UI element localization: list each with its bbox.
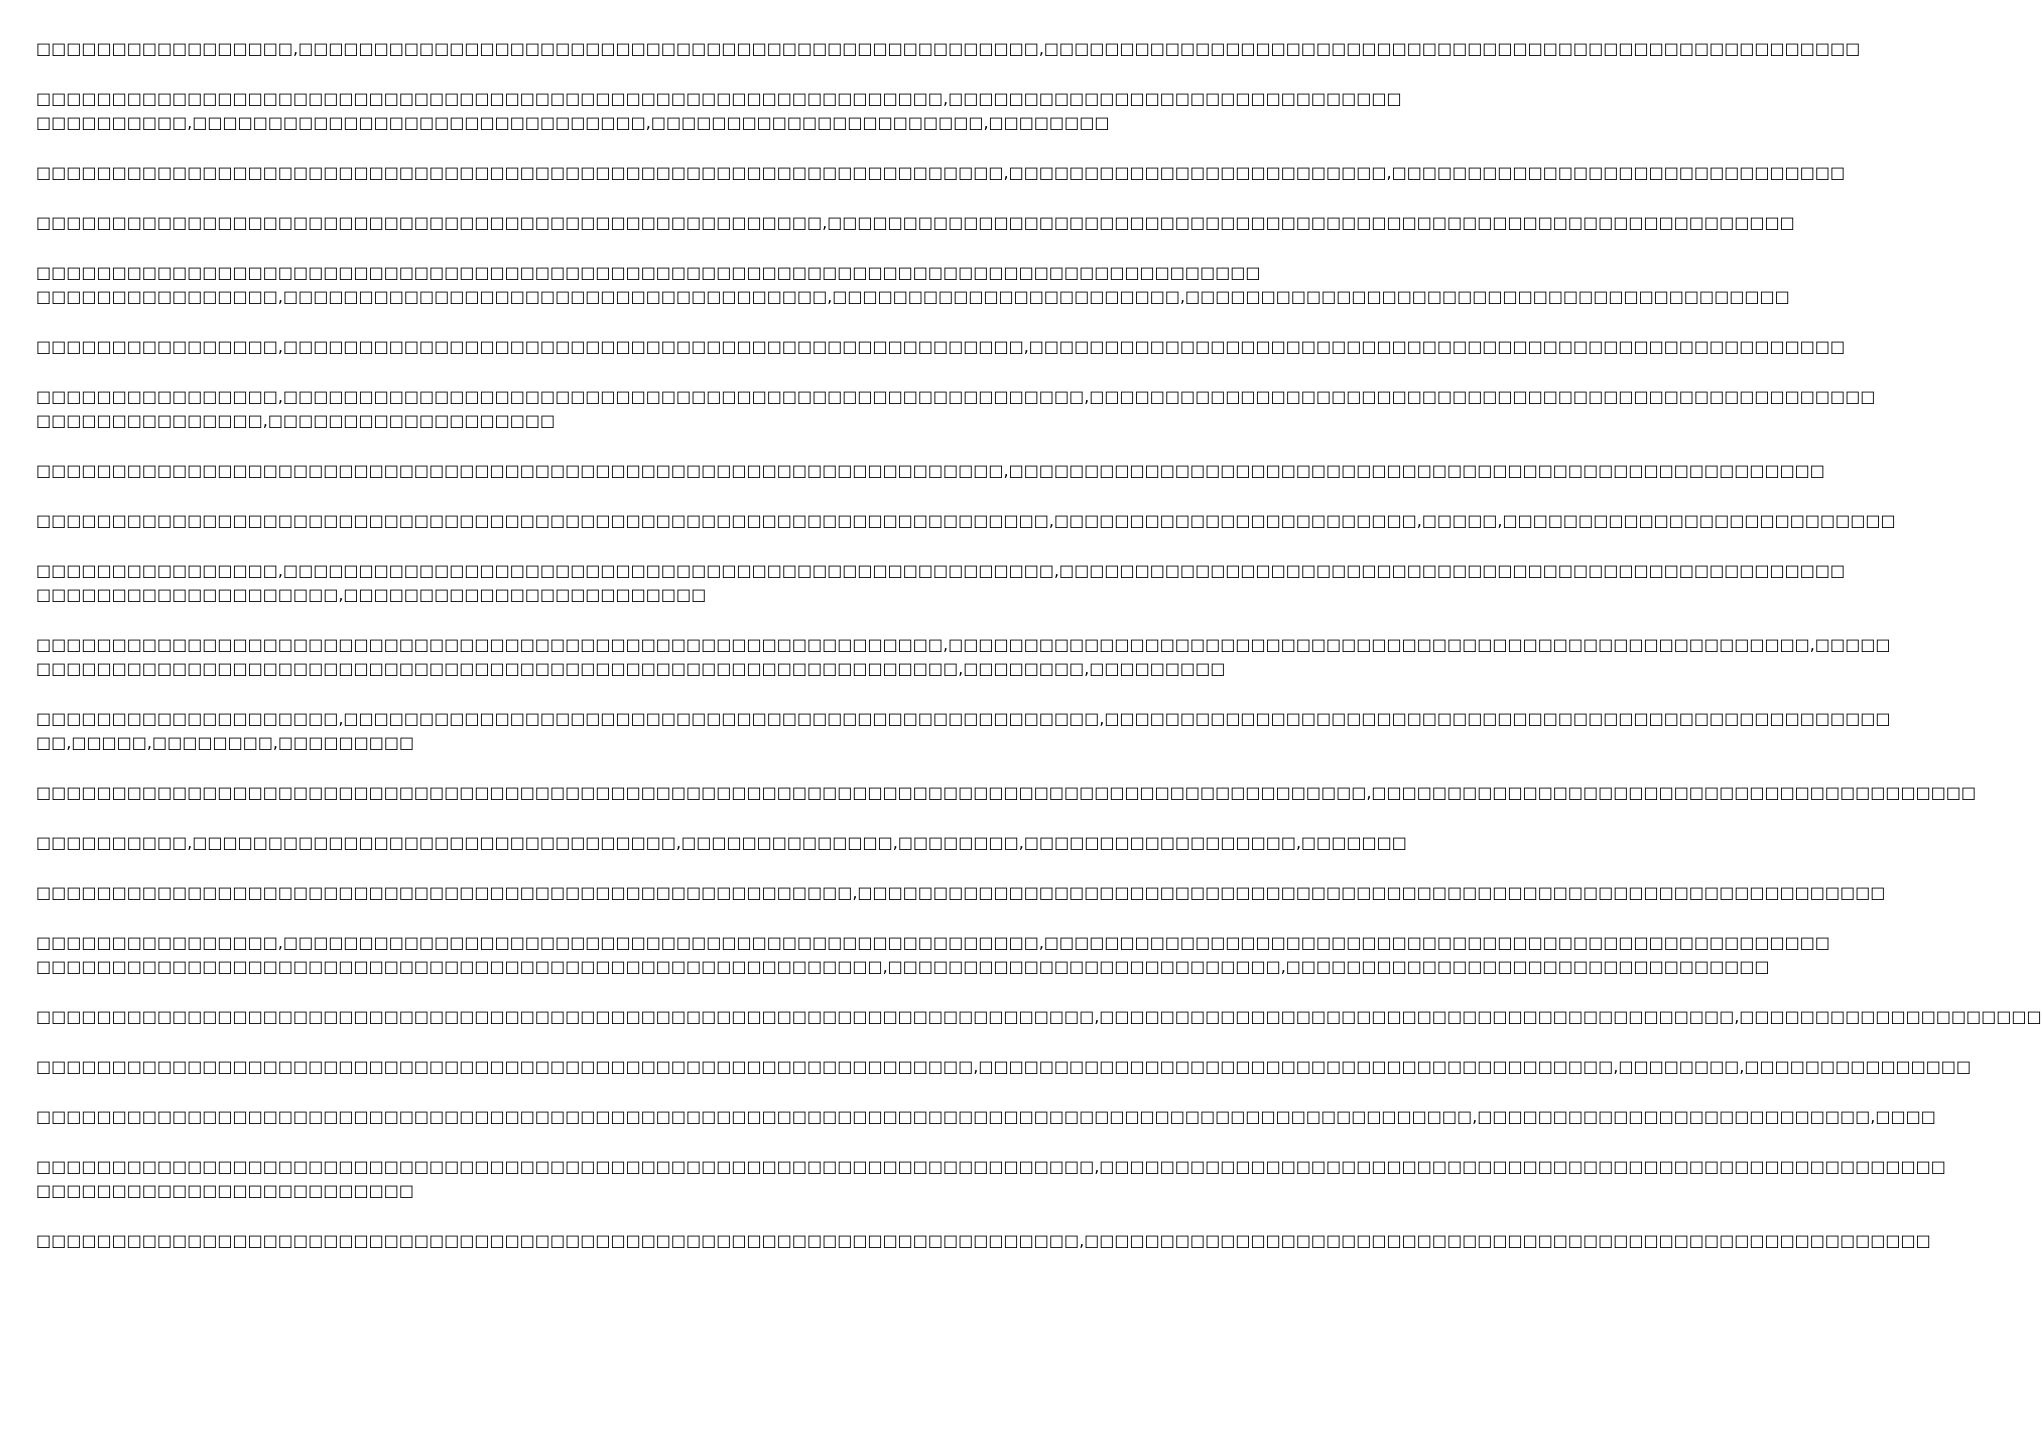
paragraph (36, 261, 1790, 309)
text-line: □□□□□□□□□□□□□□□□□□□□□□□□□□□□□□□□□□□□□□□□□□□□□□□□□□□□,□□□□□□□□□□□□□□□□□□□□□□□□□□□□□□□□□□□□□□□□□□□□□□□□□□□□□□□□□□□□□□□□ (36, 213, 1795, 232)
text-line: □□□□□□□□□□□□□□□□,□□□□□□□□□□□□□□□□□□□□□□□□□□□□□□□□□□□□□□□□□□□□□□□□□,□□□□□□□□□□□□□□□□□□□□□□□□□□□□□□□□□□□□□□□□□□□□□□□□□□□□□□ (36, 337, 1846, 356)
paragraph (36, 831, 1407, 855)
text-line: □□□□□□□□□□□□□□□□□□□□□□□□□□□□□□□□□□□□□□□□□□□□□□□□□□□□□□□□□□□□□□□□□□□,□□□□□□□□□□□□□□□□□□□□□□□□,□□□□□,□□□□□□□□□□□□□□□□□□□□□□□□□□ (36, 511, 1896, 530)
paragraph (36, 633, 1891, 681)
text-line: □□□□□□□□□□□□□□□□□□□□□□□□□ (36, 1181, 414, 1200)
text-line: □□□□□□□□□□□□□□□□□□□□□□□□□□□□□□□□□□□□□□□□□□□□□□□□□□□□□□□□□□□□□□□□□□□□□,□□□□□□□□□□□□□□□□□□□□□□□□□□□□□□□□□□□□□□□□□□□□□□□□□□□□□□□□ (36, 1231, 1931, 1250)
text-line: □□□□□□□□□□□□□□□□□□□□□□□□□□□□□□□□□□□□□□□□□□□□□□□□□□□□□□□□□□□□□□□□□□□□□□,□□□□□□□□□□□□□□□□□□□□□□□□□□□□□□□□□□□□□□□□□□□□□□□□□□□□□□□□ (36, 1157, 1946, 1176)
paragraph (36, 161, 1846, 185)
text-line: □□□□□□□□□□□□□□□□□□□□□□□□□□□□□□□□□□□□□□□□□□□□□□□□□□□□□□□□□□□□□□□□□□□□□□□□□□□□□□□□□□□□□□□□,□□□□□□□□□□□□□□□□□□□□□□□□□□□□□□□□□□□□□□□□ (36, 783, 1977, 802)
paragraph (36, 707, 1891, 755)
text-line: □□,□□□□□,□□□□□□□□,□□□□□□□□□ (36, 733, 415, 752)
text-line: □□□□□□□□□□□□□□□□□□□□□□□□□□□□□□□□□□□□□□□□□□□□□□□□□□□□□□,□□□□□□□□□□□□□□□□□□□□□□□□□□□□□□□□□□□□□□□□□□□□□□□□□□□□□□□□□□□□□□□□□□□□ (36, 883, 1886, 902)
text-line: □□□□□□□□□□□□□□□□,□□□□□□□□□□□□□□□□□□□□□□□□□□□□□□□□□□□□□□□□□□□□□□□□□□,□□□□□□□□□□□□□□□□□□□□□□□□□□□□□□□□□□□□□□□□□□□□□□□□□□□□ (36, 933, 1830, 952)
paragraph (36, 931, 1830, 979)
paragraph (36, 1105, 1936, 1129)
paragraph (36, 211, 1795, 235)
text-line: □□□□□□□□□□,□□□□□□□□□□□□□□□□□□□□□□□□□□□□□□,□□□□□□□□□□□□□□□□□□□□□□,□□□□□□□□ (36, 113, 1110, 132)
text-line: □□□□□□□□□□□□□□□,□□□□□□□□□□□□□□□□□□□ (36, 411, 556, 430)
text-line: □□□□□□□□□□□□□□□□□□□□□□□□□□□□□□□□□□□□□□□□□□□□□□□□□□□□□□□□□□□□□□□□□□□□□□□□□□□□□□□□□□□□□□□□□□□□□□□,□□□□□□□□□□□□□□□□□□□□□□□□□□,□□□□ (36, 1107, 1936, 1126)
paragraph (36, 1055, 1972, 1079)
paragraph (36, 1229, 1931, 1253)
text-line: □□□□□□□□□□□□□□□□□□□□□□□□□□□□□□□□□□□□□□□□□□□□□□□□□□□□□□□□□□□□□,□□□□□□□□,□□□□□□□□□ (36, 659, 1226, 678)
text-line: □□□□□□□□□□□□□□□□□□□□□□□□□□□□□□□□□□□□□□□□□□□□□□□□□□□□□□□□□□□□□□□□,□□□□□□□□□□□□□□□□□□□□□□□□□□□□□□□□□□□□□□□□□□□□□□□□□□□□□□ (36, 461, 1825, 480)
text-line: □□□□□□□□□□□□□□□□,□□□□□□□□□□□□□□□□□□□□□□□□□□□□□□□□□□□□,□□□□□□□□□□□□□□□□□□□□□□□,□□□□□□□□□□□□□□□□□□□□□□□□□□□□□□□□□□□□□□□□ (36, 287, 1790, 306)
text-line: □□□□□□□□□□□□□□□□□□□□□□□□□□□□□□□□□□□□□□□□□□□□□□□□□□□□□□□□□□□□,□□□□□□□□□□□□□□□□□□□□□□□□□□□□□□□□□□□□□□□□□□□□□□□□□□□□□□□□□,□□□□□ (36, 635, 1891, 654)
text-line: □□□□□□□□□□□□□□□□□□□□□□□□□□□□□□□□□□□□□□□□□□□□□□□□□□□□□□□□□□□□,□□□□□□□□□□□□□□□□□□□□□□□□□□□□□□ (36, 89, 1402, 108)
paragraph (36, 781, 1977, 805)
text-line: □□□□□□□□□□□□□□□□□□□□□□□□□□□□□□□□□□□□□□□□□□□□□□□□□□□□□□□□□□□□□□□□,□□□□□□□□□□□□□□□□□□□□□□□□□,□□□□□□□□□□□□□□□□□□□□□□□□□□□□□□ (36, 163, 1846, 182)
text-line: □□□□□□□□□□□□□□□□,□□□□□□□□□□□□□□□□□□□□□□□□□□□□□□□□□□□□□□□□□□□□□□□□□□□□□,□□□□□□□□□□□□□□□□□□□□□□□□□□□□□□□□□□□□□□□□□□□□□□□□□□□□ (36, 387, 1876, 406)
text-line: □□□□□□□□□□□□□□□□□,□□□□□□□□□□□□□□□□□□□□□□□□□□□□□□□□□□□□□□□□□□□□□□□□□,□□□□□□□□□□□□□□□□□□□□□□□□□□□□□□□□□□□□□□□□□□□□□□□□□□□□□□ (36, 39, 1861, 58)
paragraph (36, 459, 1825, 483)
text-line: □□□□□□□□□□,□□□□□□□□□□□□□□□□□□□□□□□□□□□□□□□□,□□□□□□□□□□□□□□,□□□□□□□□,□□□□□□□□□□□□□□□□□□,□□□□□□□ (36, 833, 1407, 852)
paragraph (36, 881, 1886, 905)
paragraph (36, 37, 1861, 61)
text-line: □□□□□□□□□□□□□□□□□□□□,□□□□□□□□□□□□□□□□□□□□□□□□ (36, 585, 707, 604)
paragraph (36, 385, 1876, 433)
text-line: □□□□□□□□□□□□□□□□□□□□□□□□□□□□□□□□□□□□□□□□□□□□□□□□□□□□□□□□□□□□□□,□□□□□□□□□□□□□□□□□□□□□□□□□□□□□□□□□□□□□□□□□□,□□□□□□□□,□□□□□□□□□□□□□□□ (36, 1057, 1972, 1076)
document-body (36, 37, 2042, 1279)
text-line: □□□□□□□□□□□□□□□□□□□□□□□□□□□□□□□□□□□□□□□□□□□□□□□□□□□□□□□□□□□□□□□□□□□□□□,□□□□□□□□□□□□□□□□□□□□□□□□□□□□□□□□□□□□□□□□□□,□□□□□□□□□□□□□□□□□□□□ (36, 1007, 2042, 1026)
text-line: □□□□□□□□□□□□□□□□□□□□□□□□□□□□□□□□□□□□□□□□□□□□□□□□□□□□□□□□,□□□□□□□□□□□□□□□□□□□□□□□□□□,□□□□□□□□□□□□□□□□□□□□□□□□□□□□□□□□ (36, 957, 1770, 976)
text-line: □□□□□□□□□□□□□□□□□□□□□□□□□□□□□□□□□□□□□□□□□□□□□□□□□□□□□□□□□□□□□□□□□□□□□□□□□□□□□□□□□ (36, 263, 1261, 282)
text-line: □□□□□□□□□□□□□□□□□□□□,□□□□□□□□□□□□□□□□□□□□□□□□□□□□□□□□□□□□□□□□□□□□□□□□□□,□□□□□□□□□□□□□□□□□□□□□□□□□□□□□□□□□□□□□□□□□□□□□□□□□□□□ (36, 709, 1891, 728)
paragraph (36, 509, 1896, 533)
paragraph (36, 1155, 1946, 1203)
paragraph (36, 559, 1846, 607)
text-line: □□□□□□□□□□□□□□□□,□□□□□□□□□□□□□□□□□□□□□□□□□□□□□□□□□□□□□□□□□□□□□□□□□□□,□□□□□□□□□□□□□□□□□□□□□□□□□□□□□□□□□□□□□□□□□□□□□□□□□□□□ (36, 561, 1846, 580)
paragraph (36, 335, 1846, 359)
paragraph (36, 87, 1402, 135)
paragraph (36, 1005, 2042, 1029)
